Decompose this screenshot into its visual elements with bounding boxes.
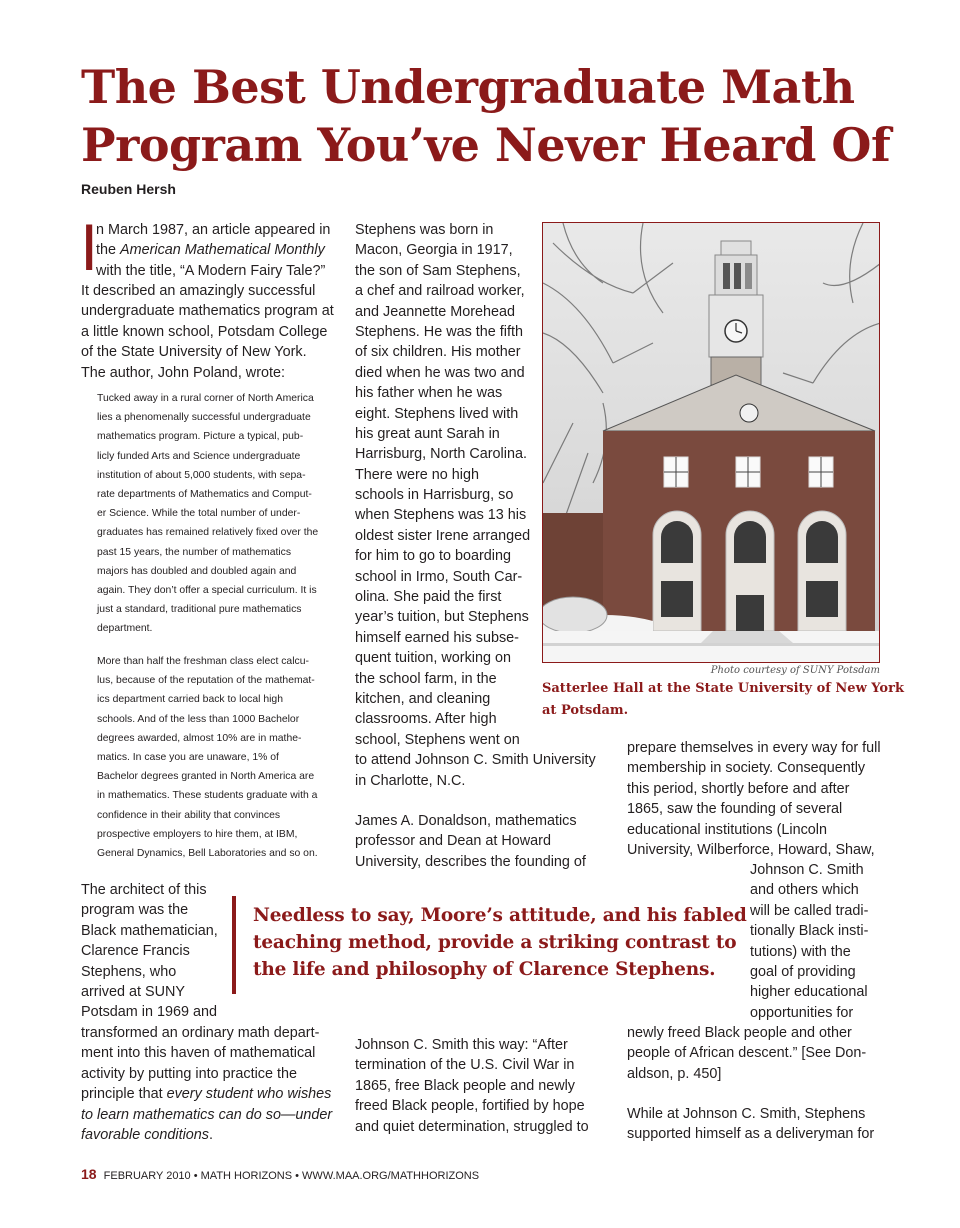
text-line: Potsdam in 1969 and	[81, 1004, 218, 1021]
text-line: Johnson C. Smith	[750, 862, 864, 878]
building-illustration	[543, 223, 880, 663]
text-line: to attend Johnson C. Smith University	[355, 752, 596, 769]
text-line: Clarence Francis	[81, 943, 190, 960]
caption-line: at Potsdam.	[542, 703, 629, 718]
text-line: eight. Stephens lived with	[355, 405, 519, 422]
architect-paragraph-narrow	[81, 880, 218, 1023]
text-line: tionally Black insti-	[750, 923, 869, 940]
quote-line: again. They don’t offer a special curriculum. It is	[97, 584, 317, 596]
text-line: a little known school, Potsdam College	[81, 323, 328, 340]
text-line: principle that every student who wishes	[81, 1086, 332, 1103]
text-line: a chef and railroad worker,	[355, 283, 525, 300]
text-line: Black mathematician,	[81, 922, 218, 939]
text-line: ment into this haven of mathematical	[81, 1045, 316, 1062]
text-line: 1865, free Black people and newly	[355, 1077, 576, 1094]
text-line: this period, shortly before and after	[627, 780, 850, 797]
text-line: quent tuition, working on	[355, 650, 511, 667]
text-line: opportunities for	[750, 1004, 854, 1021]
text-line: of the State University of New York.	[81, 344, 307, 361]
donaldson-quote-part-2	[750, 860, 868, 1023]
text-line: himself earned his subse-	[355, 629, 519, 646]
quote-line: More than half the freshman class elect calcu-	[97, 656, 309, 667]
quote-line: confidence in their ability that convinces	[97, 809, 281, 821]
text-line: Harrisburg, North Carolina.	[355, 446, 527, 463]
quote-line: majors has doubled and doubled again and	[97, 565, 297, 577]
text-line: and others which	[750, 882, 859, 899]
text-line: activity by putting into practice the	[81, 1065, 297, 1082]
quote-line: licly funded Arts and Science undergraduate	[97, 450, 301, 462]
text-line: prepare themselves in every way for full	[627, 740, 881, 756]
quote-line: General Dynamics, Bell Laboratories and so on.	[97, 847, 318, 859]
text-line: Stephens, who	[81, 963, 177, 980]
block-quote-part-2	[97, 652, 318, 863]
text-line: tutions) with the	[750, 943, 851, 960]
pull-quote	[253, 902, 747, 983]
text-line: 1865, saw the founding of several	[627, 801, 843, 818]
text-line: higher educational	[750, 984, 868, 1001]
donaldson-quote-part-3	[627, 1023, 866, 1084]
text-line: arrived at SUNY	[81, 983, 185, 1000]
text-line: James A. Donaldson, mathematics	[355, 813, 577, 829]
text-line: the school farm, in the	[355, 670, 497, 687]
text-line: with the title, “A Modern Fairy Tale?”	[96, 262, 326, 279]
donaldson-quote-part-1	[627, 738, 881, 860]
text-line: people of African descent.” [See Don-	[627, 1045, 867, 1062]
quote-line: schools. And of the less than 1000 Bachelor	[97, 713, 300, 725]
text-line: and Jeannette Morehead	[355, 303, 516, 320]
text-line: Stephens was born in	[355, 222, 494, 238]
quote-line: matics. In case you are unaware, 1% of	[97, 751, 279, 763]
text-line: and quiet determination, struggled to	[355, 1118, 589, 1135]
text-line: goal of providing	[750, 963, 856, 980]
text-line: University, Wilberforce, Howard, Shaw,	[627, 841, 875, 858]
text-line: Johnson C. Smith this way: “After	[355, 1037, 568, 1053]
text-line: the son of Sam Stephens,	[355, 262, 521, 279]
text-line: newly freed Black people and other	[627, 1025, 852, 1041]
quote-line: just a standard, traditional pure mathematics	[97, 604, 302, 616]
text-line: transformed an ordinary math depart-	[81, 1025, 320, 1041]
text-line	[81, 1105, 332, 1125]
text-line: The author, John Poland, wrote:	[81, 364, 285, 381]
photo-satterlee-hall	[542, 222, 880, 663]
intro-first-lines	[96, 220, 330, 281]
photo-caption	[542, 678, 904, 722]
text-line: kitchen, and cleaning	[355, 690, 491, 707]
quote-continuation	[355, 1035, 589, 1137]
caption-line: Satterlee Hall at the State University of New York	[542, 681, 904, 696]
emphasis: favorable conditions	[81, 1126, 209, 1143]
article-title	[81, 58, 891, 174]
quote-line: Tucked away in a rural corner of North America	[97, 393, 314, 404]
text-line: his great aunt Sarah in	[355, 425, 500, 442]
pull-quote-line: teaching method, provide a striking contrast to	[253, 932, 737, 953]
title-line-2: Program You’ve Never Heard Of	[81, 118, 891, 172]
text-line: Stephens. He was the fifth	[355, 323, 523, 340]
author-byline: Reuben Hersh	[81, 181, 176, 197]
text-line: school in Irmo, South Car-	[355, 568, 523, 585]
text-line: oldest sister Irene arranged	[355, 527, 531, 544]
text-line: termination of the U.S. Civil War in	[355, 1057, 575, 1074]
donaldson-paragraph	[355, 811, 586, 872]
photo-credit: Photo courtesy of SUNY Potsdam	[710, 665, 880, 676]
text-line: died when he was two and	[355, 364, 525, 381]
footer-text: FEBRUARY 2010 • MATH HORIZONS • WWW.MAA.ORG/MATHHORIZONS	[103, 1170, 480, 1182]
text-line: school, Stephens went on	[355, 731, 520, 748]
architect-paragraph-wide	[81, 1023, 332, 1145]
text-line: in Charlotte, N.C.	[355, 772, 466, 789]
drop-cap: I	[80, 212, 99, 285]
text-line: While at Johnson C. Smith, Stephens	[627, 1106, 866, 1122]
text-line: There were no high	[355, 466, 479, 483]
pull-quote-line: Needless to say, Moore’s attitude, and his fabled	[253, 905, 747, 926]
text-line: professor and Dean at Howard	[355, 833, 551, 850]
quote-line: lus, because of the reputation of the mathemat-	[97, 675, 315, 687]
quote-line: degrees awarded, almost 10% are in mathe-	[97, 732, 302, 744]
quote-line: er Science. While the total number of under-	[97, 508, 301, 520]
block-quote-part-1	[97, 389, 318, 638]
text-line: classrooms. After high	[355, 711, 497, 728]
quote-line: past 15 years, the number of mathematics	[97, 546, 292, 558]
text-line: supported himself as a deliveryman for	[627, 1126, 875, 1143]
page-footer	[81, 1166, 479, 1182]
quote-line: prospective employers to hire them, at IBM,	[97, 828, 298, 840]
text-line: his father when he was	[355, 385, 503, 402]
text-line: year’s tuition, but Stephens	[355, 609, 529, 626]
text-line: undergraduate mathematics program at	[81, 303, 334, 320]
text-line: will be called tradi-	[750, 902, 869, 919]
text-line: of six children. His mother	[355, 344, 521, 361]
quote-line: graduates has remained relatively fixed over the	[97, 527, 319, 539]
title-line-1: The Best Undergraduate Math	[81, 60, 855, 114]
deliveryman-paragraph	[627, 1104, 874, 1145]
emphasis: every student who wishes	[166, 1086, 332, 1103]
text-line: It described an amazingly successful	[81, 283, 316, 299]
quote-line: in mathematics. These students graduate with a	[97, 790, 318, 802]
text-line: aldson, p. 450]	[627, 1065, 722, 1082]
text-line: favorable conditions.	[81, 1126, 213, 1143]
text-line: educational institutions (Lincoln	[627, 821, 827, 838]
text-line: freed Black people, fortified by hope	[355, 1098, 585, 1115]
text-line: membership in society. Consequently	[627, 760, 866, 777]
quote-line: department.	[97, 623, 153, 635]
text-line: program was the	[81, 902, 189, 919]
quote-line: ics department carried back to local high	[97, 694, 283, 706]
text-line: Macon, Georgia in 1917,	[355, 242, 513, 259]
text-line: n March 1987, an article appeared in	[96, 222, 331, 238]
emphasis: to learn mathematics can do so—under	[81, 1106, 333, 1123]
journal-name: American Mathematical Monthly	[120, 242, 325, 259]
pull-quote-line: the life and philosophy of Clarence Stephens.	[253, 959, 716, 980]
quote-line: mathematics program. Picture a typical, pub-	[97, 431, 304, 443]
text-line: when Stephens was 13 his	[355, 507, 527, 524]
text-line: University, describes the founding of	[355, 853, 586, 870]
page-number: 18	[81, 1166, 97, 1182]
quote-line: rate departments of Mathematics and Comput-	[97, 488, 312, 500]
quote-line: lies a phenomenally successful undergraduate	[97, 412, 311, 424]
quote-line: institution of about 5,000 students, with sepa-	[97, 469, 306, 481]
pull-quote-rule	[232, 896, 236, 994]
text-line: olina. She paid the first	[355, 589, 502, 606]
quote-line: Bachelor degrees granted in North America are	[97, 771, 315, 783]
text-line: the American Mathematical Monthly	[96, 242, 325, 259]
intro-paragraph	[81, 281, 334, 383]
text-line: schools in Harrisburg, so	[355, 487, 514, 504]
text-line: The architect of this	[81, 882, 207, 898]
text-line: for him to go to boarding	[355, 548, 511, 565]
